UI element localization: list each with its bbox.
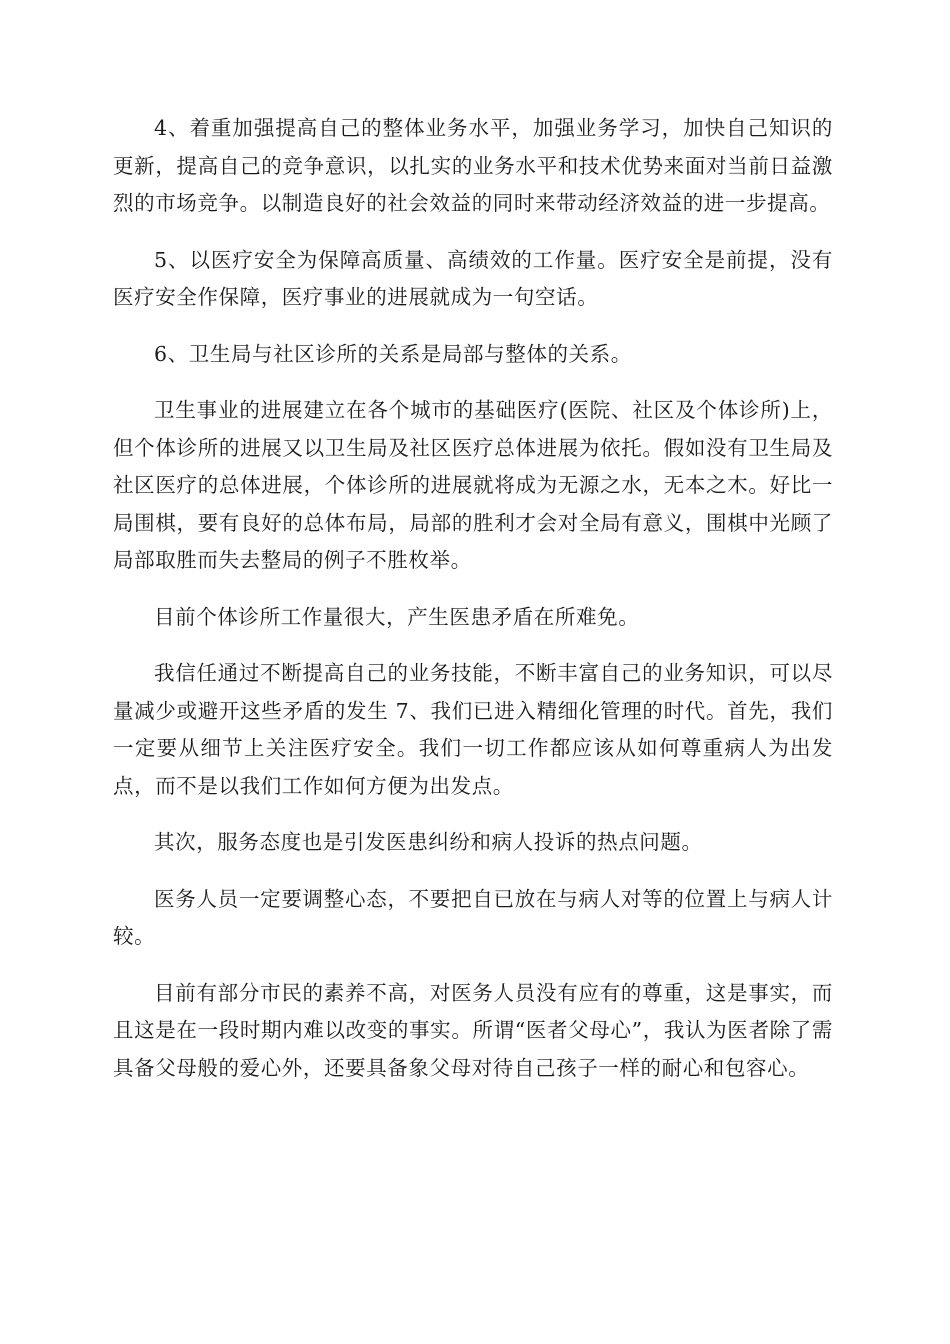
paragraph-adjust-mindset: 医务人员一定要调整心态，不要把自已放在与病人对等的位置上与病人计较。 bbox=[113, 886, 833, 948]
paragraph-item-4: 4、着重加强提高自己的整体业务水平，加强业务学习，加快自己知识的更新，提高自己的竞争意识，以扎实的业务水平和技术优势来面对当前日益激烈的市场竞争。以制造良好的社会效益的同时来带动经济效益的进一步提高。 bbox=[113, 116, 833, 215]
paragraph-patience: 目前有部分市民的素养不高，对医务人员没有应有的尊重，这是事实，而且这是在一段时期内难以改变的事实。所谓“医者父母心”，我认为医者除了需具备父母般的爱心外，还要具备象父母对待自己孩子一样的耐心和包容心。 bbox=[113, 980, 833, 1080]
paragraph-clinic-workload: 目前个体诊所工作量很大，产生医患矛盾在所难免。 bbox=[154, 604, 640, 629]
paragraph-item-6: 6、卫生局与社区诊所的关系是局部与整体的关系。 bbox=[154, 341, 632, 366]
document-body bbox=[113, 110, 833, 1106]
paragraph-service-attitude: 其次，服务态度也是引发医患纠纷和病人投诉的热点问题。 bbox=[154, 830, 703, 854]
paragraph-item-5: 5、以医疗安全为保障高质量、高绩效的工作量。医疗安全是前提，没有医疗安全作保障，医疗事业的进展就成为一句空话。 bbox=[113, 247, 833, 309]
paragraph-health-development: 卫生事业的进展建立在各个城市的基础医疗(医院、社区及个体诊所)上，但个体诊所的进展又以卫生局及社区医疗总体进展为依托。假如没有卫生局及社区医疗的总体进展，个体诊所的进展就将成为无源之水，无本之木。好比一局围棋，要有良好的总体布局，局部的胜利才会对全局有意义，围棋中光顾了局部取胜而失去整局的例子不胜枚举。 bbox=[113, 398, 833, 572]
paragraph-skills-and-item-7: 我信任通过不断提高自己的业务技能，不断丰富自己的业务知识，可以尽量减少或避开这些矛盾的发生 7、我们已进入精细化管理的时代。首先，我们一定要从细节上关注医疗安全。我们一切工作都应该从如何尊重病人为出发点，而不是以我们工作如何方便为出发点。 bbox=[113, 661, 833, 798]
